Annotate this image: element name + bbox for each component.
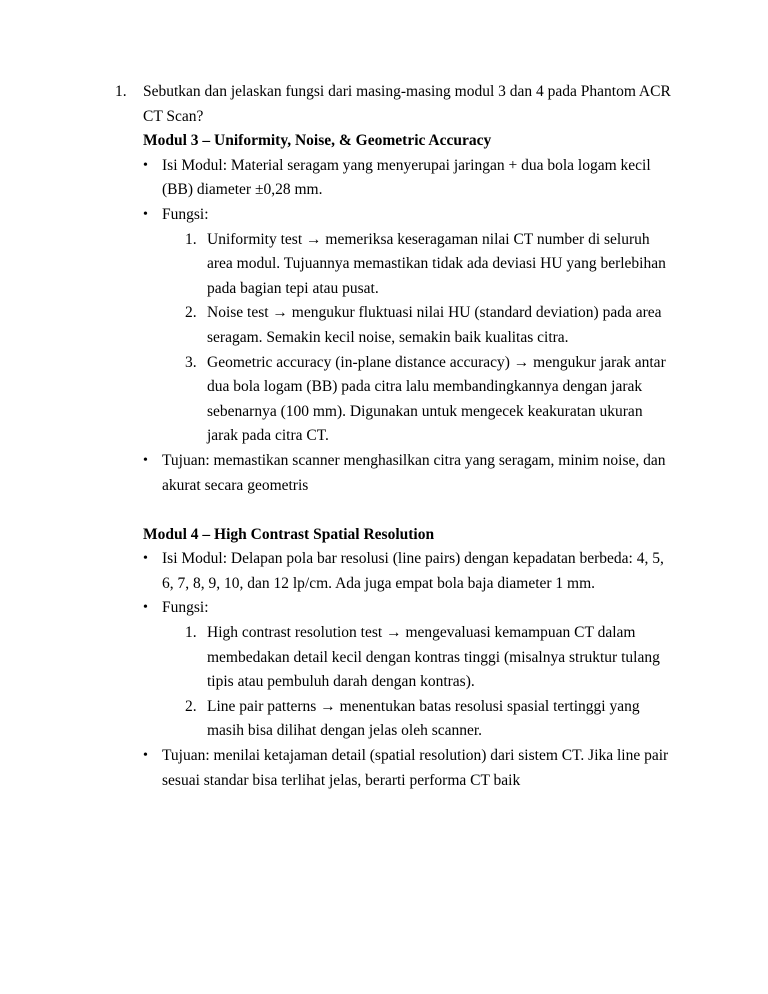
bullet-icon: • bbox=[143, 452, 148, 468]
numbered-item-line: dua bola logam (BB) pada citra lalu membandingkannya dengan jarak bbox=[207, 378, 643, 396]
numbered-item-line: pada bagian tepi atau pusat. bbox=[207, 279, 379, 297]
question-item bbox=[0, 80, 768, 129]
item-number: 3. bbox=[185, 353, 197, 371]
bullet-item-line: Tujuan: memastikan scanner menghasilkan citra yang seragam, minim noise, dan bbox=[162, 451, 666, 469]
bullet-item bbox=[0, 547, 768, 596]
numbered-item-line: High contrast resolution test → mengevaluasi kemampuan CT dalam bbox=[207, 624, 636, 642]
bullet-item bbox=[0, 596, 768, 621]
bullet-item-line: Isi Modul: Delapan pola bar resolusi (line pairs) dengan kepadatan berbeda: 4, 5, bbox=[162, 550, 664, 568]
numbered-item-line: Noise test → mengukur fluktuasi nilai HU (standard deviation) pada area bbox=[207, 304, 662, 322]
numbered-item-line: Line pair patterns → menentukan batas resolusi spasial tertinggi yang bbox=[207, 697, 640, 715]
numbered-item bbox=[0, 301, 768, 350]
item-number: 2. bbox=[185, 697, 197, 715]
numbered-item-line: Geometric accuracy (in-plane distance accuracy) → mengukur jarak antar bbox=[207, 353, 666, 371]
bullet-icon: • bbox=[143, 600, 148, 616]
numbered-item bbox=[0, 228, 768, 302]
item-number: 1. bbox=[185, 624, 197, 642]
item-number: 2. bbox=[185, 304, 197, 322]
bullet-item-line: sesuai standar bisa terlihat jelas, berarti performa CT baik bbox=[162, 771, 521, 789]
bullet-icon: • bbox=[143, 551, 148, 567]
bullet-item-line: Fungsi: bbox=[162, 599, 209, 617]
bullet-icon: • bbox=[143, 206, 148, 222]
question-line: CT Scan? bbox=[143, 107, 204, 125]
numbered-item-line: sebenarnya (100 mm). Digunakan untuk mengecek keakuratan ukuran bbox=[207, 402, 643, 420]
question-line: Sebutkan dan jelaskan fungsi dari masing-masing modul 3 dan 4 pada Phantom ACR bbox=[143, 83, 671, 100]
bullet-item bbox=[0, 744, 768, 793]
numbered-item-line: tipis atau pembuluh darah dengan kontras). bbox=[207, 673, 475, 691]
bullet-item-line: Tujuan: menilai ketajaman detail (spatial resolution) dari sistem CT. Jika line pair bbox=[162, 747, 669, 765]
numbered-item-line: membedakan detail kecil dengan kontras tinggi (misalnya struktur tulang bbox=[207, 648, 660, 666]
numbered-item-line: jarak pada citra CT. bbox=[207, 427, 329, 445]
document-content bbox=[0, 80, 768, 793]
numbered-item bbox=[0, 695, 768, 744]
question-number: 1. bbox=[115, 83, 127, 100]
bullet-item-line: 6, 7, 8, 9, 10, dan 12 lp/cm. Ada juga empat bola baja diameter 1 mm. bbox=[162, 574, 596, 592]
numbered-item-line: area modul. Tujuannya memastikan tidak ada deviasi HU yang berlebihan bbox=[207, 255, 666, 273]
numbered-item bbox=[0, 351, 768, 449]
bullet-icon: • bbox=[143, 748, 148, 764]
bullet-icon: • bbox=[143, 157, 148, 173]
bullet-item-line: (BB) diameter ±0,28 mm. bbox=[162, 181, 323, 199]
section-heading: Modul 4 – High Contrast Spatial Resolution bbox=[143, 525, 435, 543]
bullet-item bbox=[0, 154, 768, 203]
numbered-item-line: seragam. Semakin kecil noise, semakin baik kualitas citra. bbox=[207, 328, 569, 346]
section-spacer bbox=[0, 498, 768, 523]
bullet-item bbox=[0, 203, 768, 228]
numbered-item-line: Uniformity test → memeriksa keseragaman nilai CT number di seluruh bbox=[207, 230, 650, 248]
numbered-item bbox=[0, 621, 768, 695]
bullet-item bbox=[0, 449, 768, 498]
numbered-item-line: masih bisa dilihat dengan jelas oleh scanner. bbox=[207, 722, 483, 740]
bullet-item-line: akurat secara geometris bbox=[162, 476, 309, 494]
section-heading: Modul 3 – Uniformity, Noise, & Geometric Accuracy bbox=[143, 132, 492, 150]
bullet-item-line: Fungsi: bbox=[162, 205, 209, 223]
item-number: 1. bbox=[185, 230, 197, 248]
bullet-item-line: Isi Modul: Material seragam yang menyerupai jaringan + dua bola logam kecil bbox=[162, 156, 651, 174]
